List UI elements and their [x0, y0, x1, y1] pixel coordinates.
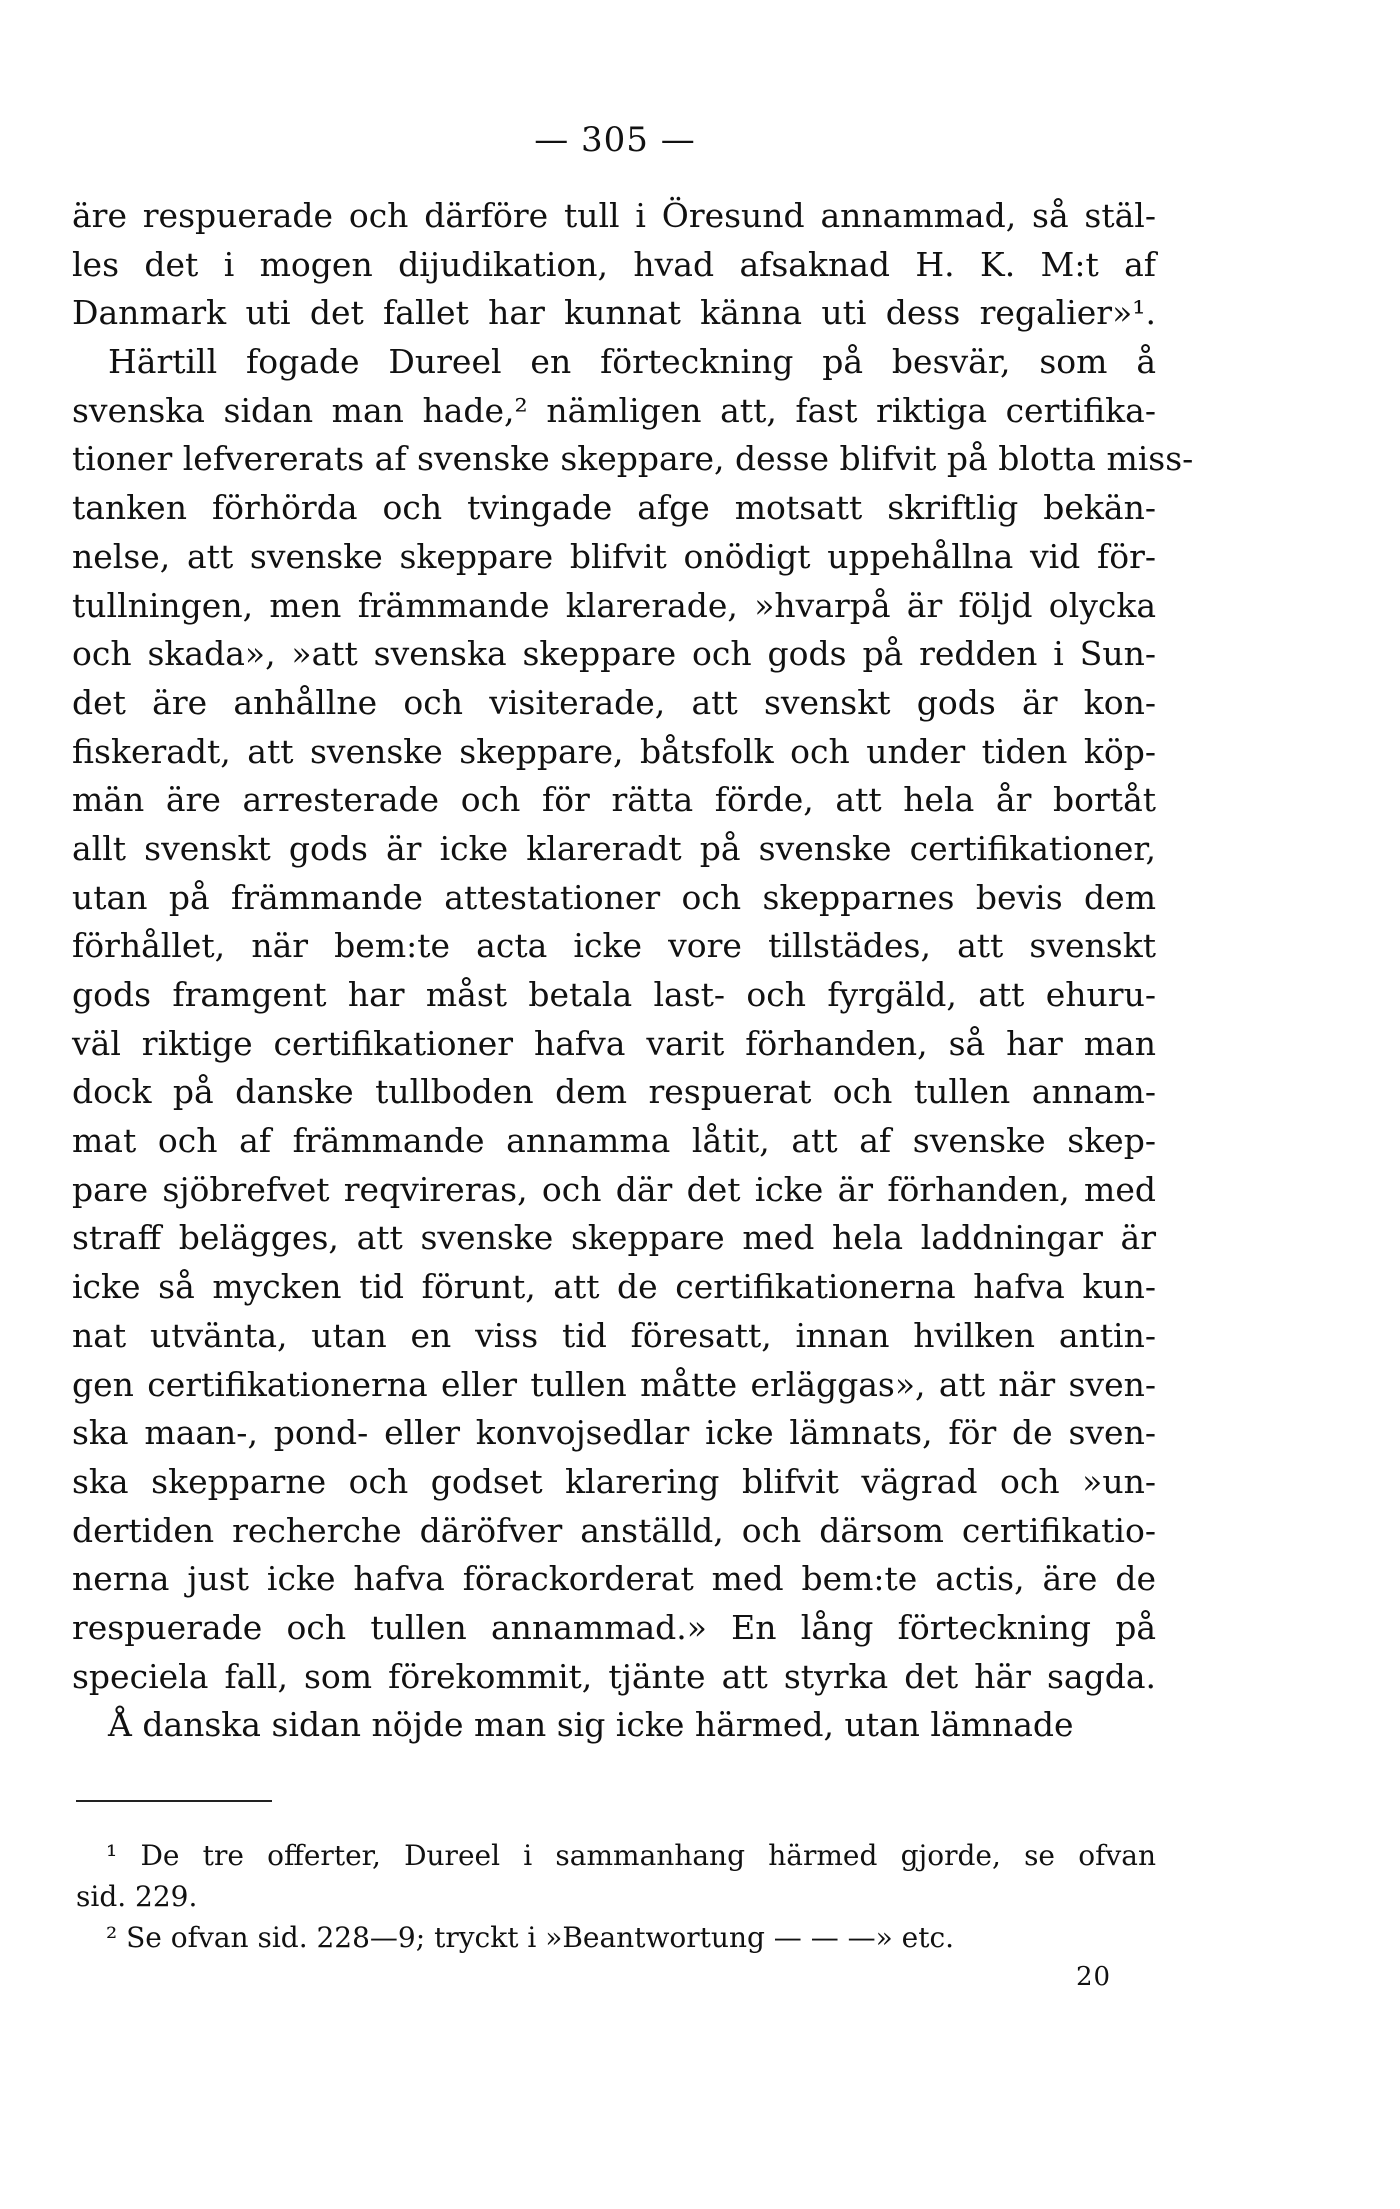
body-line: ska maan-, pond- eller konvojsedlar icke lämnats, för de sven-	[72, 1413, 1156, 1453]
footnote-2-line: ² Se ofvan sid. 228—9; tryckt i »Beantwortung — — —» etc.	[106, 1921, 955, 1954]
body-line: nerna just icke hafva förackorderat med bem:te actis, äre de	[72, 1559, 1156, 1599]
body-line: fiskeradt, att svenske skeppare, båtsfolk och under tiden köp-	[72, 731, 1156, 771]
body-line: utan på främmande attestationer och skepparnes bevis dem	[72, 877, 1156, 917]
body-line: pare sjöbrefvet reqvireras, och där det icke är förhanden, med	[72, 1169, 1156, 1209]
body-line: speciela fall, som förekommit, tjänte att styrka det här sagda.	[72, 1656, 1156, 1696]
body-line: allt svenskt gods är icke klareradt på svenske certifikationer,	[72, 828, 1156, 868]
body-line: Härtill fogade Dureel en förteckning på besvär, som å	[108, 342, 1156, 382]
body-line: tioner lefvererats af svenske skeppare, desse blifvit på blotta miss-	[72, 439, 1194, 479]
body-line: Å danska sidan nöjde man sig icke härmed, utan lämnade	[108, 1705, 1074, 1745]
body-line: det äre anhållne och visiterade, att svenskt gods är kon-	[72, 682, 1156, 722]
body-line: mat och af främmande annamma låtit, att af svenske skep-	[72, 1121, 1156, 1161]
body-line: tullningen, men främmande klarerade, »hvarpå är följd olycka	[72, 585, 1156, 625]
body-line: ska skepparne och godset klarering blifvit vägrad och »un-	[72, 1461, 1156, 1501]
body-line: icke så mycken tid förunt, att de certifikationerna hafva kun-	[72, 1267, 1156, 1307]
body-line: respuerade och tullen annammad.» En lång förteckning på	[72, 1607, 1156, 1647]
page-number: — 305 —	[534, 120, 696, 160]
body-line: gen certifikationerna eller tullen måtte erläggas», att när sven-	[72, 1364, 1156, 1404]
body-line: äre respuerade och därföre tull i Öresund annammad, så stäl-	[72, 196, 1156, 235]
body-line: gods framgent har måst betala last- och fyrgäld, att ehuru-	[72, 975, 1156, 1014]
body-text	[72, 192, 1194, 1750]
body-line: straff beläggеs, att svenske skeppare med hela laddningar är	[72, 1218, 1156, 1258]
body-line: Danmark uti det fallet har kunnat känna uti dess regalier»¹.	[72, 293, 1156, 333]
body-line: nat utvänta, utan en viss tid föresatt, innan hvilken antin-	[72, 1315, 1156, 1355]
body-line: män äre arresterade och för rätta förde, att hela år bortåt	[72, 780, 1156, 820]
footnote-1-line: ¹ De tre offerter, Dureel i sammanhang härmed gjorde, se ofvan	[106, 1839, 1156, 1872]
body-line: les det i mogen dijudikation, hvad afsaknad H. K. M:t af	[72, 244, 1156, 284]
body-line: tanken förhörda och tvingade afge motsatt skriftlig bekän-	[72, 488, 1156, 528]
body-line: förhållet, när bem:te acta icke vore tillstädes, att svenskt	[72, 926, 1156, 966]
body-line: dock på danske tullboden dem respuerat och tullen annam-	[72, 1072, 1156, 1112]
body-line: svenska sidan man hade,² nämligen att, fast riktiga certifika-	[72, 390, 1156, 430]
printer-signature-mark: 20	[1076, 1962, 1112, 1992]
body-line: dertiden recherche däröfver anställd, och därsom certifikatio-	[72, 1510, 1156, 1550]
body-line: nelse, att svenske skeppare blifvit onödigt uppehållna vid för-	[72, 536, 1156, 576]
body-line: och skada», »att svenska skeppare och gods på redden i Sun-	[72, 634, 1156, 674]
body-line: väl riktige certifikationer hafva varit förhanden, så har man	[72, 1023, 1156, 1063]
footnote-1-continuation: sid. 229.	[76, 1880, 198, 1913]
footnote-divider	[76, 1800, 272, 1802]
footnotes	[76, 1835, 1156, 1958]
